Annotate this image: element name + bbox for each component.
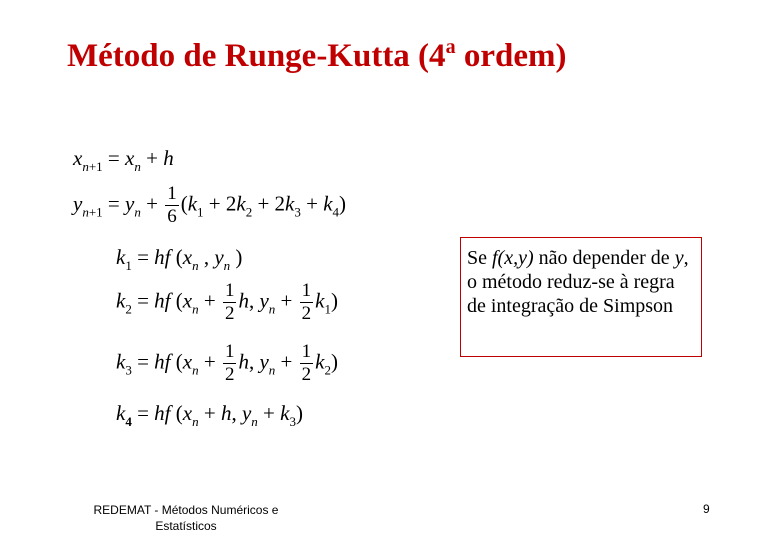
equation-k1: $k_1$ = hf ($x_n$ , $y_n$ ) bbox=[116, 245, 243, 273]
slide-title: Método de Runge-Kutta (4$^a$ ordem) bbox=[67, 36, 567, 74]
equation-k4: $k_4$ = hf ($x_n + h$, $y_n + k_3$) bbox=[116, 401, 303, 429]
equation-k2: $k_2$ = hf ($x_n$ + $\frac{1}{2}$ h, $y_n$ + $\frac{1}{2}$ $k_1$) bbox=[116, 280, 338, 324]
simpson-note-box: Se f(x,y) não depender de y, o método reduz-se à regra de integração de Simpson bbox=[460, 237, 702, 357]
note-y-variable: y bbox=[674, 247, 684, 269]
note-function-expr: f(x,y) bbox=[492, 247, 534, 269]
equation-k3: $k_3$ = hf ($x_n$ + $\frac{1}{2}$ h, $y_n$ + $\frac{1}{2}$ $k_2$) bbox=[116, 341, 338, 385]
page-number: 9 bbox=[703, 502, 710, 516]
title-superscript: a bbox=[445, 36, 456, 58]
footer-text: REDEMAT - Métodos Numéricos e Estatísticos bbox=[93, 503, 279, 533]
equation-x-next: $x_{n+1} = x_n + h$ bbox=[73, 146, 174, 174]
equation-y-next: $y_{n+1} = y_n$ + $\frac{1}{6}$ $(k_1 + 2k_2 + 2k_3 + k_4)$ bbox=[73, 183, 347, 227]
